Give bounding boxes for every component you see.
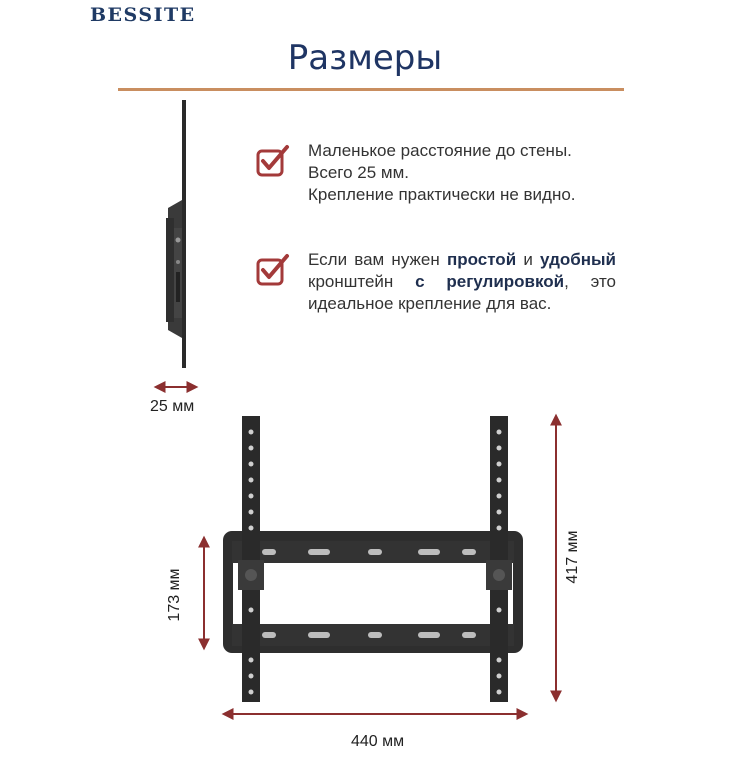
depth-dimension-label: 25 мм [150, 398, 195, 415]
height-dimension-label: 417 мм [564, 530, 581, 584]
inner-dimension-label: 173 мм [166, 568, 183, 622]
feature-text: Маленькое расстояние до стены. Всего 25 мм. Крепление практически не видно. [308, 141, 576, 204]
width-dimension-label: 440 мм [351, 733, 405, 750]
page-title: Размеры [287, 38, 443, 78]
brand-logo: BESSITE [90, 4, 196, 26]
feature-text: Если вам нужен простой и удобный кронштейн с регулировкой, это идеальное крепление для вас. [308, 250, 617, 313]
